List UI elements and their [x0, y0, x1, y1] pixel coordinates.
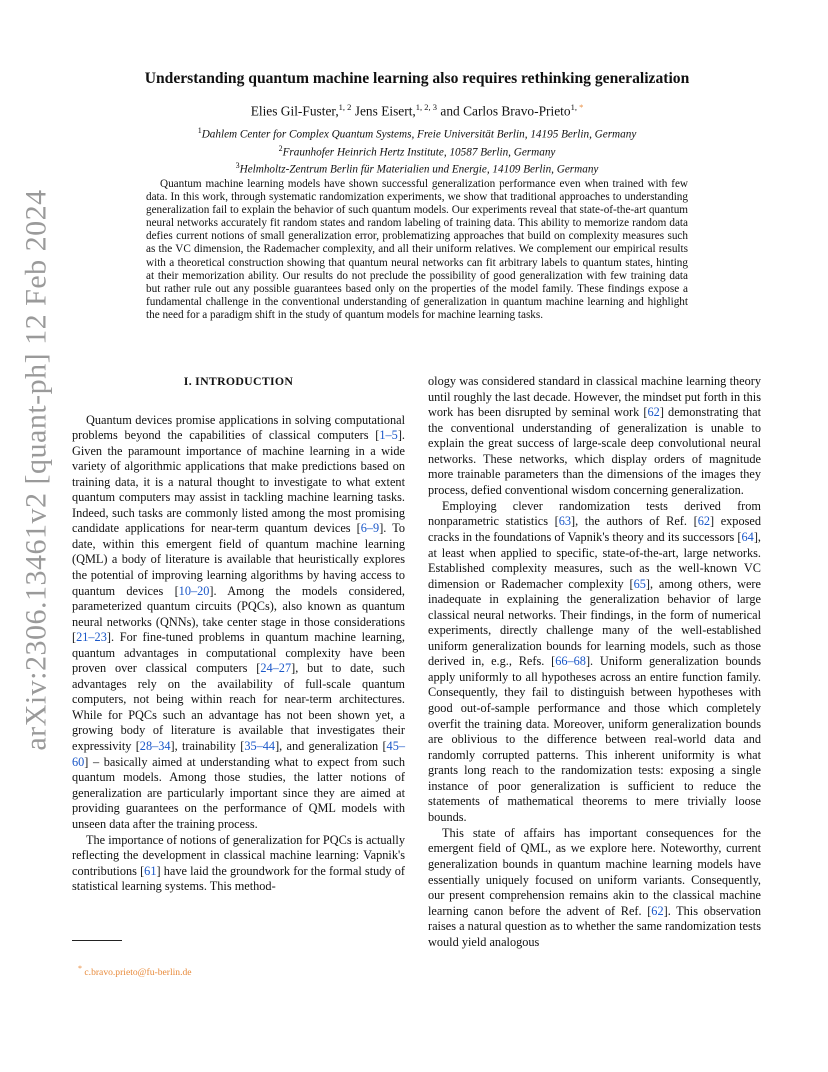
citation-link[interactable]: 1–5: [379, 428, 398, 443]
paragraph: [72, 833, 405, 895]
citation-link[interactable]: 62: [647, 405, 660, 420]
affiliation: $^1$Dahlem Center for Complex Quantum Systems, Freie Universität Berlin, 14195 Berlin, Germany: [197, 126, 637, 141]
right-column: [428, 374, 761, 951]
arxiv-identifier-text: arXiv:2306.13461v2 [quant-ph] 12 Feb 2024: [20, 189, 54, 751]
author-name: Elies Gil-Fuster,: [250, 103, 339, 119]
paragraph-text: ], and generalization [: [275, 739, 387, 754]
author-name: and Carlos Bravo-Prieto: [440, 103, 571, 119]
citation-link[interactable]: 21–23: [76, 630, 107, 645]
paragraph-text: ], among others, were inadequate in explaining the generalization behavior of large classical neural networks. Their findings, in the form of numerical experiments, directly challenge many of the well-established uniform generalization bounds for learning models, such as those derived in, e.g., Refs. [: [428, 576, 761, 669]
author-affil-sup: 1, *: [570, 102, 584, 112]
paragraph-text: ] – basically aimed at understanding what to expect from such quantum models. Among those studies, the latter notions of generalization are particularly important since they are aimed at providing guarantees on the performance of QML models with unseen data after the training process.: [72, 754, 405, 831]
abstract: Quantum machine learning models have shown successful generalization performance even when trained with few data. In this work, through systematic randomization experiments, we show that traditional approaches to understanding generalization fail to explain the behavior of such quantum models. Our experiments reveal that state-of-the-art quantum neural networks accurately fit random states and random labeling of training data. This ability to memorize random data defies current notions of small generalization error, problematizing approaches that build on complexity measures such as the VC dimension, the Rademacher complexity, and all their uniform relatives. We complement our empirical results with a theoretical construction showing that quantum neural networks can fit arbitrary labels to quantum states, hinting at their memorization ability. Our results do not preclude the possibility of good generalization with few training data but rather rule out any possible guarantees based only on the properties of the model family. These findings expose a fundamental challenge in the conventional understanding of generalization in quantum machine learning and highlight the need for a paradigm shift in the study of quantum models for machine learning tasks.: [146, 178, 688, 321]
corresponding-email-link[interactable]: c.bravo.prieto@fu-berlin.de: [84, 967, 192, 979]
paragraph-text: ] demonstrating that the conventional understanding of generalization is unable to explain the great success of large-scale deep convolutional neural networks. These networks, which display orders of magnitude more trainable parameters than the dimensions of the images they process, defied conventional wisdom concerning generalization.: [428, 405, 761, 497]
author-list: [72, 102, 762, 119]
section-heading: I. INTRODUCTION: [183, 374, 294, 388]
citation-link[interactable]: 66–68: [555, 654, 586, 669]
citation-link[interactable]: 28–34: [139, 739, 171, 754]
citation-link[interactable]: 10–20: [178, 583, 210, 598]
author-affil-sup: 1, 2, 3: [415, 102, 438, 112]
paragraph-text: ], at least when applied to specific, state-of-the-art, large networks. Established complexity measures, such as the well-known VC dimension or Rademacher complexity [: [428, 529, 761, 591]
citation-link[interactable]: 63: [558, 514, 572, 529]
paragraph: [428, 826, 761, 950]
left-column: [72, 374, 405, 896]
citation-link[interactable]: 45–60: [72, 739, 405, 769]
citation-link[interactable]: 35–44: [244, 739, 276, 754]
citation-link[interactable]: 62: [651, 903, 664, 918]
affiliation: $^2$Fraunhofer Heinrich Hertz Institute, 10587 Berlin, Germany: [278, 143, 556, 159]
author-affil-sup: 1, 2: [338, 102, 352, 112]
citation-link[interactable]: 61: [144, 863, 157, 878]
paragraph: [428, 374, 761, 498]
author-name: Jens Eisert,: [354, 103, 416, 119]
paragraph-text: ], the authors of Ref. [: [571, 514, 698, 529]
paragraph-text: Employing clever randomization tests derived from nonparametric statistics [: [428, 498, 761, 529]
affiliation-list: [72, 124, 762, 177]
paragraph-text: ]. Among the models considered, parameterized quantum circuits (PQCs), also known as quantum neural networks (QNNs), take center stage in those considerations [: [72, 583, 406, 645]
footnote-marker: *: [78, 964, 82, 973]
paragraph-text: ], but to date, such advantages rely on the availability of full-scale quantum computers, not being within reach for near-term architectures. While for PQCs such an advantage has not been shown yet, a growing body of literature is available that investigates their expressivity [: [72, 661, 406, 754]
paragraph-text: ology was considered standard in classical machine learning theory until roughly the last decade. However, the mindset put forth in this work has been disrupted by seminal work [: [428, 374, 761, 420]
paragraph-text: ] exposed cracks in the foundations of Vapnik's theory and its successors [: [428, 514, 761, 544]
paragraph-text: ]. Given the paramount importance of machine learning in a wide variety of algorithmic applications that make predictions based on training data, it is a natural thought to investigate to what extent quantum computers may assist in tackling machine learning tasks. Indeed, such tasks are commonly listed among the most promising candidate applications for near-term quantum devices [: [72, 428, 405, 536]
citation-link[interactable]: 62: [697, 514, 710, 529]
citation-link[interactable]: 6–9: [360, 521, 380, 536]
paragraph-text: This state of affairs has important consequences for the emergent field of QML, as we explore here. Noteworthy, current generalization bounds in quantum machine learning models have essentially uniquely focused on uniform variants. Consequently, our present comprehension remains akin to the classical machine learning canon before the advent of Ref. [: [428, 825, 761, 918]
arxiv-identifier: [12, 189, 62, 751]
paragraph-text: ]. To date, within this emergent field of quantum machine learning (QML) a body of literature is available that heuristically explores the potential of improving learning algorithms by having access to quantum devices [: [72, 521, 406, 598]
paragraph-text: ], trainability [: [170, 739, 245, 754]
paper-title: Understanding quantum machine learning also requires rethinking generalization: [144, 70, 690, 87]
paragraph-text: ] have laid the groundwork for the formal study of statistical learning systems. This method-: [72, 863, 405, 894]
paragraph: [72, 413, 405, 833]
paragraph-text: Quantum devices promise applications in solving computational problems beyond the capabilities of classical computers [: [72, 412, 405, 443]
paragraph-text: ]. For fine-tuned problems in quantum machine learning, quantum advantages in computational complexity have been proven over classical computers [: [72, 630, 405, 676]
paragraph-text: ]. Uniform generalization bounds apply uniformly to all hypotheses across an entire function family. Consequently, they fail to distinguish between hypotheses with good out-of-sample performance and those which completely overfit the training data. Moreover, uniform generalization bounds are oblivious to the difference between real-world data and randomly corrupted patterns. This inherent uniformity is what grants long reach to the randomization tests: exposing a single instance of poor generalization is sufficient to reduce the statements of mathematical theorems to mere trivially loose bounds.: [428, 654, 761, 824]
citation-link[interactable]: 64: [741, 529, 754, 544]
footnote-rule: [72, 940, 122, 941]
citation-link[interactable]: 24–27: [260, 661, 292, 676]
paragraph-text: ]. This observation raises a natural question as to whether the same randomization tests would yield analogous: [428, 903, 761, 949]
citation-link[interactable]: 65: [633, 576, 646, 591]
paragraph: [428, 499, 761, 825]
footnote: [78, 964, 192, 978]
affiliation: $^3$Helmholtz-Zentrum Berlin für Materialien und Energie, 14109 Berlin, Germany: [235, 161, 599, 177]
paragraph-text: The importance of notions of generalization for PQCs is actually reflecting the development in classical machine learning: Vapnik's contributions [: [72, 832, 405, 878]
corresponding-author-star[interactable]: *: [579, 102, 584, 112]
